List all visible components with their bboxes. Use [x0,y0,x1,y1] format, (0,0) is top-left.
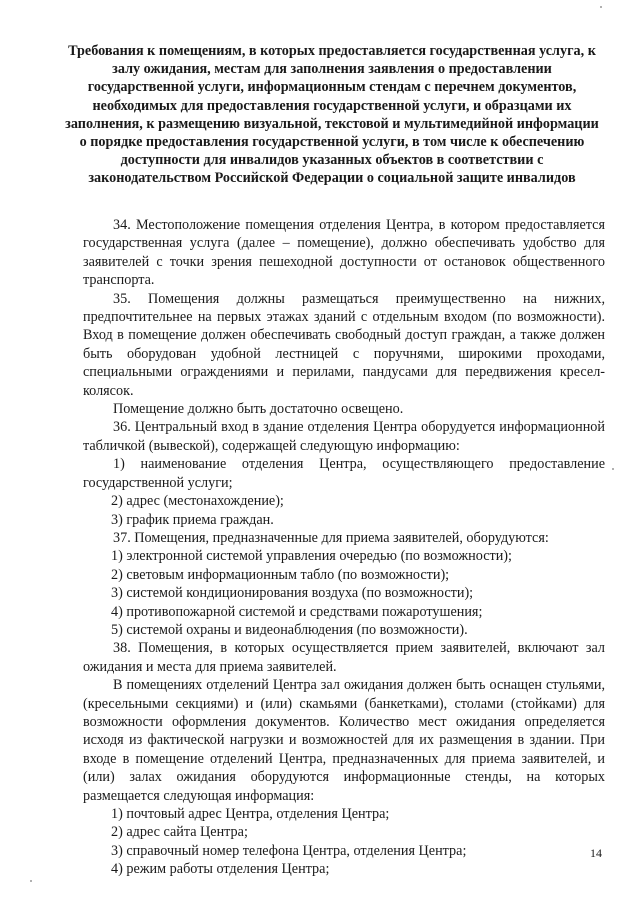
list-item: 2) световым информационным табло (по возможности); [111,566,450,583]
section-title: Требования к помещениям, в которых предоставляется государственная услуга, к залу ожидания, местам для заполнения заявления о предоставлении государственной услуги, информационным стендам с перечнем документов, необходимых для предоставления государственной услуги, и образцами их заполнения, к размещению визуальной, текстовой и мультимедийной информации о порядке предоставления государственной услуги, в том числе к обеспечению доступности для инвалидов указанных объектов в соответствии с законодательством Российской Федерации о социальной защите инвалидов [65,43,599,187]
paragraph-37: 37. Помещения, предназначенные для приема заявителей, оборудуются: [113,529,549,546]
paragraph-35: 35. Помещения должны размещаться преимущественно на нижних, предпочтительнее на первых этажах зданий с отдельным входом (по возможности). Вход в помещение должен обеспечивать свободный доступ граждан, а также должен быть оборудован удобной лестницей с поручнями, широкими проходами, специальными ограждениями и перилами, пандусами для передвижения кресел-колясок. [83,290,605,399]
list-item: 1) электронной системой управления очередью (по возможности); [111,548,512,565]
list-item: 2) адрес сайта Центра; [111,824,248,841]
list-item: 3) справочный номер телефона Центра, отделения Центра; [111,842,467,859]
list-item: 4) режим работы отделения Центра; [111,861,330,878]
paragraph-36: 36. Центральный вход в здание отделения Центра оборудуется информационной табличкой (вывеской), содержащей следующую информацию: [83,419,605,454]
list-item: 3) системой кондиционирования воздуха (по возможности); [111,585,474,602]
list-item: 4) противопожарной системой и средствами пожаротушения; [111,603,483,620]
list-item: 3) график приема граждан. [111,511,274,528]
paragraph-38: 38. Помещения, в которых осуществляется прием заявителей, включают зал ожидания и места для приема заявителей. [83,640,605,675]
paragraph-34: 34. Местоположение помещения отделения Центра, в котором предоставляется государственная услуга (далее – помещение), должно обеспечивать удобство для заявителей с точки зрения пешеходной доступности от остановок общественного транспорта. [83,217,605,289]
document-body [83,216,605,879]
paragraph-lighting: Помещение должно быть достаточно освещено. [113,401,404,418]
list-item: 1) наименование отделения Центра, осуществляющего предоставление государственной услуги; [83,456,605,491]
scan-speck [612,468,614,470]
list-item: 2) адрес (местонахождение); [111,493,284,510]
page-number: 14 [590,846,602,860]
scan-speck [30,880,32,882]
scan-speck [600,6,602,8]
list-item: 1) почтовый адрес Центра, отделения Центра; [111,806,390,822]
list-item: 5) системой охраны и видеонаблюдения (по возможности). [111,621,468,638]
paragraph-waiting-hall: В помещениях отделений Центра зал ожидания должен быть оснащен стульями, (кресельными секциями) и (или) скамьями (банкетками), столами (стойками) для возможности оформления документов. Количество мест ожидания определяется исходя из фактической нагрузки и возможностей для их размещения в здании. При входе в помещение отделений Центра, предназначенных для приема заявителей, и (или) залах ожидания оборудуются информационные стенды, на которых размещается следующая информация: [83,677,605,804]
